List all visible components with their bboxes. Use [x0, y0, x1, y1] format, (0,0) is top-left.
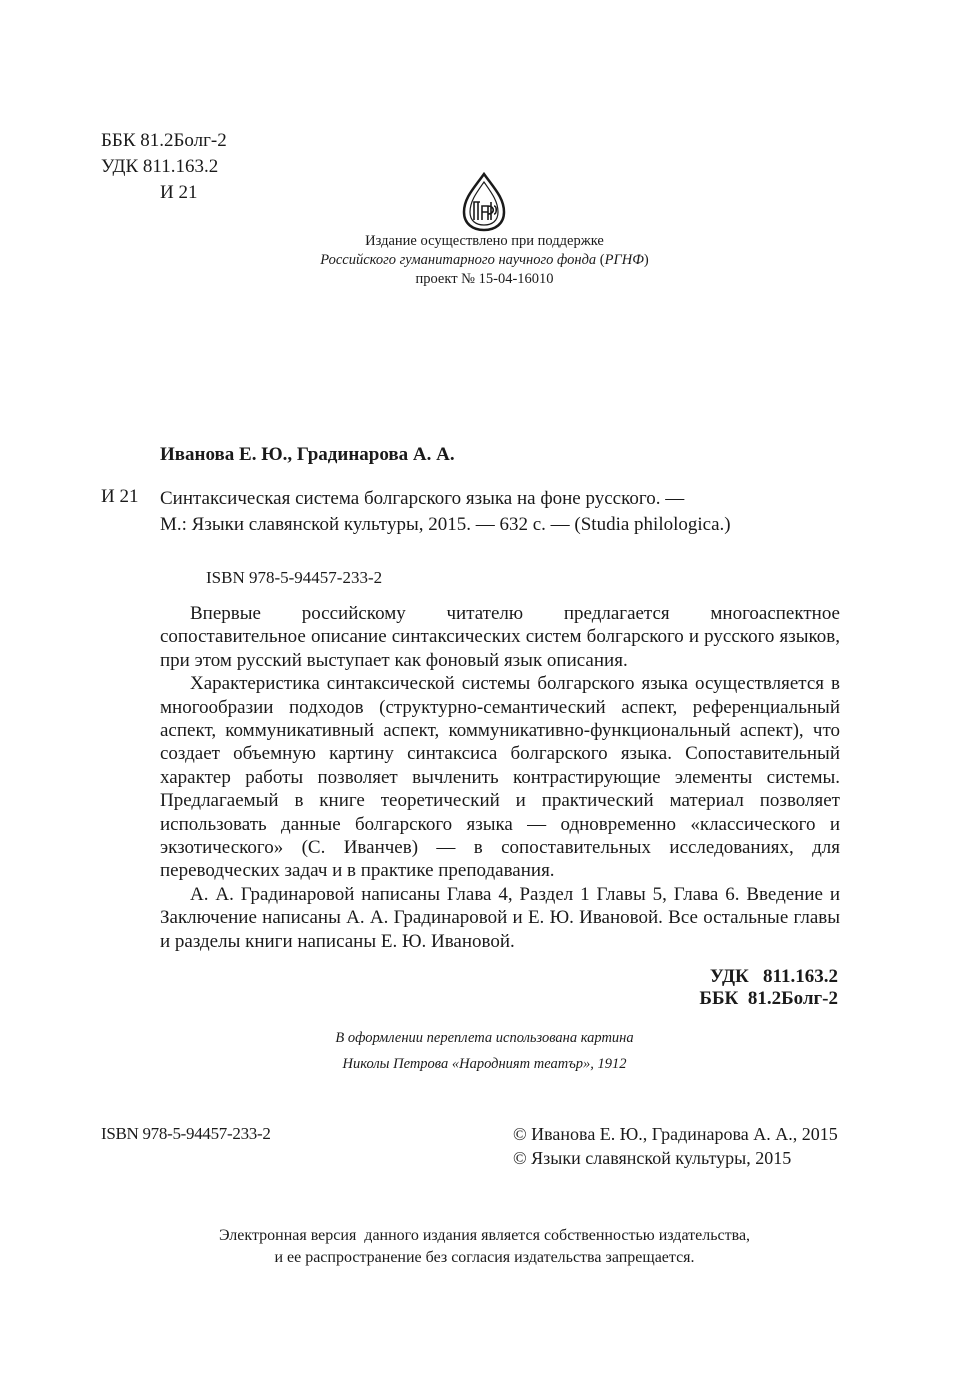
cover-note [0, 1025, 969, 1077]
authors-heading: Иванова Е. Ю., Градинарова А. А. [160, 444, 455, 465]
annotation-paragraph-3: А. А. Градинаровой написаны Глава 4, Раздел 1 Главы 5, Глава 6. Введение и Заключение написаны А. А. Градинаровой и Е. Ю. Ивановой. Все остальные главы и разделы книги написаны Е. Ю. Ивановой. [160, 883, 840, 952]
project-number: проект № 15-04-16010 [415, 271, 554, 287]
isbn-bottom: ISBN 978-5-94457-233-2 [101, 1124, 271, 1143]
support-note [0, 232, 969, 289]
electronic-version-notice [0, 1225, 969, 1269]
entry-code: И 21 [101, 486, 139, 507]
notice-line-2: и ее распространение без согласия издательства запрещается. [274, 1249, 695, 1266]
bbk-right: ББК 81.2Болг-2 [699, 988, 838, 1009]
annotation [160, 602, 840, 953]
fund-line [0, 251, 969, 270]
annotation-paragraph-1: Впервые российскому читателю предлагается многоаспектное сопоставительное описание синтаксических систем болгарского и русского языков, при этом русский выступает как фоновый язык описания. [160, 603, 840, 671]
copyright-publisher: © Языки славянской культуры, 2015 [513, 1148, 792, 1168]
copyright-block [513, 1122, 838, 1170]
notice-line-1: Электронная версия данного издания является собственностью издательства, [218, 1227, 751, 1244]
support-line: Издание осуществлено при поддержке [365, 233, 604, 249]
fund-abbr-open: ( [596, 252, 605, 268]
udk-right: УДК 811.163.2 [709, 966, 838, 987]
classification-codes-right [699, 966, 838, 1010]
fund-abbr: РГНФ [604, 252, 644, 268]
bibliographic-title [160, 486, 840, 538]
author-code: И 21 [160, 182, 198, 203]
title-line-2: М.: Языки славянской культуры, 2015. — 632 с. — (Studia philologica.) [160, 514, 731, 535]
udk-code: УДК 811.163.2 [101, 156, 219, 177]
rgnf-logo [462, 172, 506, 232]
classification-codes [101, 128, 227, 206]
copyright-authors: © Иванова Е. Ю., Градинарова А. А., 2015 [513, 1124, 838, 1144]
cover-note-line-1: В оформлении переплета использована картина [335, 1030, 634, 1046]
isbn-top: ISBN 978-5-94457-233-2 [206, 568, 383, 587]
fund-name: Российского гуманитарного научного фонда [320, 252, 597, 268]
annotation-paragraph-2: Характеристика синтаксической системы болгарского языка осуществляется в многообразии подходов (структурно-семантический аспект, референциальный аспект, коммуникативный аспект, коммуникативно-функциональный аспект), что создает объемную картину синтаксиса болгарского языка. Сопоставительный характер работы позволяет вычленить контрастирующие элементы системы. Предлагаемый в книге теоретический и практический материал позволяет использовать данные болгарского языка — одновременно «классического и экзотического» (С. Иванчев) — в сопоставительных исследованиях, для переводческих задач и в практике преподавания. [160, 673, 840, 882]
title-line-1: Синтаксическая система болгарского языка на фоне русского. — [160, 488, 685, 509]
cover-note-line-2: Николы Петрова «Народният театър», 1912 [342, 1056, 627, 1072]
bbk-code: ББК 81.2Болг-2 [101, 130, 227, 151]
fund-abbr-close: ) [643, 252, 649, 268]
